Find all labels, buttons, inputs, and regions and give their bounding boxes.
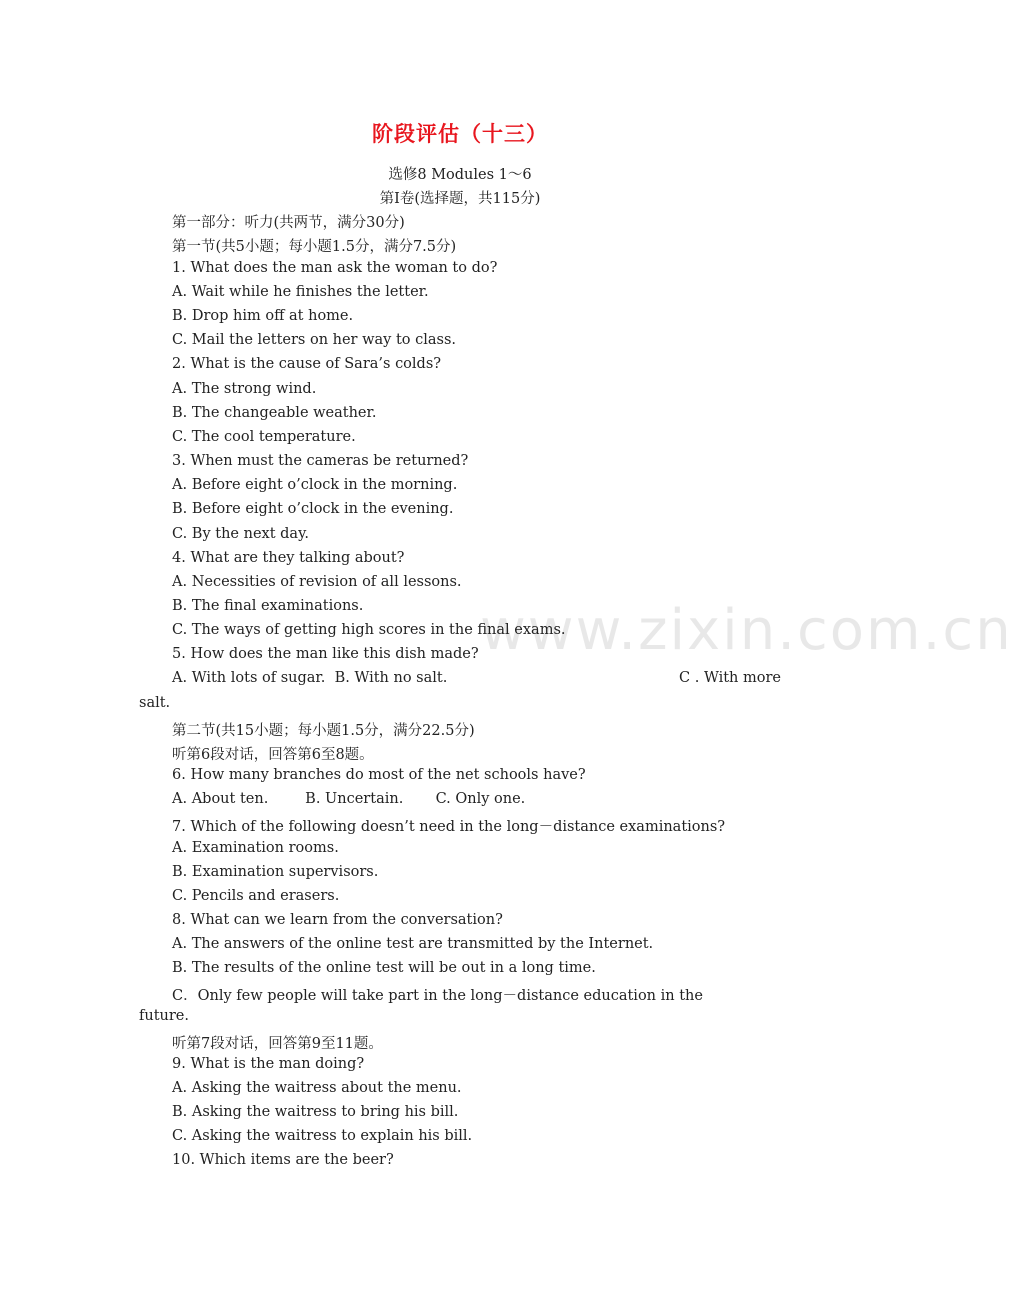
question-text: 5. How does the man like this dish made? (172, 646, 479, 662)
answer-option: C. The ways of getting high scores in the final exams. (172, 622, 566, 638)
answer-continuation: future. (139, 1008, 189, 1024)
answer-option-c: C . With more (679, 670, 781, 686)
question-text: 9. What is the man doing? (172, 1056, 365, 1072)
answer-continuation: salt. (139, 695, 171, 711)
instruction: 听第7段对话，回答第9至11题。 (172, 1036, 383, 1052)
question-text: 8. What can we learn from the conversation? (172, 912, 503, 928)
question-text: 6. How many branches do most of the net schools have? (172, 767, 586, 783)
subtitle: 选修8 Modules 1～6 (388, 167, 532, 183)
page-title: 阶段评估（十三） (372, 121, 548, 146)
question-text: 4. What are they talking about? (172, 550, 405, 566)
answer-option: A. Necessities of revision of all lessons. (172, 574, 462, 590)
question-text: 7. Which of the following doesn’t need in the long－distance examinations? (172, 819, 726, 835)
question-text: 1. What does the man ask the woman to do? (172, 260, 498, 276)
answer-option: A. Before eight o’clock in the morning. (172, 477, 458, 493)
answer-option: C．Only few people will take part in the long－distance education in the (172, 988, 703, 1004)
answer-options: A. About ten. B. Uncertain. C. Only one. (172, 791, 526, 807)
watermark: www.zixin.com.cn (480, 598, 1013, 663)
question-text: 2. What is the cause of Sara’s colds? (172, 356, 442, 372)
part-heading: 第一部分：听力(共两节，满分30分) (172, 215, 405, 231)
answer-option: A. Wait while he finishes the letter. (172, 284, 429, 300)
answer-option: C. Asking the waitress to explain his bill. (172, 1128, 473, 1144)
answer-option: C. Pencils and erasers. (172, 888, 340, 904)
section-heading: 第二节(共15小题；每小题1.5分，满分22.5分) (172, 723, 475, 739)
answer-option: B. Examination supervisors. (172, 864, 379, 880)
question-text: 3. When must the cameras be returned? (172, 453, 469, 469)
instruction: 听第6段对话，回答第6至8题。 (172, 747, 374, 763)
answer-option: A. Asking the waitress about the menu. (172, 1080, 462, 1096)
answer-option: B. The final examinations. (172, 598, 364, 614)
answer-option: C. By the next day. (172, 526, 309, 542)
answer-options-ab: A. With lots of sugar. B. With no salt. (172, 670, 448, 686)
section-heading: 第一节(共5小题；每小题1.5分，满分7.5分) (172, 239, 457, 255)
question-text: 10. Which items are the beer? (172, 1152, 394, 1168)
answer-option: A. The answers of the online test are transmitted by the Internet. (172, 936, 654, 952)
answer-option: B. The changeable weather. (172, 405, 377, 421)
answer-option: C. Mail the letters on her way to class. (172, 332, 457, 348)
answer-option: C. The cool temperature. (172, 429, 356, 445)
answer-option: B. Asking the waitress to bring his bill. (172, 1104, 459, 1120)
answer-option: B. Drop him off at home. (172, 308, 354, 324)
answer-option: B. Before eight o’clock in the evening. (172, 501, 454, 517)
answer-row (172, 670, 781, 686)
answer-option: A. The strong wind. (172, 381, 317, 397)
answer-option: A. Examination rooms. (172, 840, 339, 856)
volume-heading: 第Ⅰ卷(选择题，共115分) (379, 191, 541, 207)
answer-option: B. The results of the online test will be out in a long time. (172, 960, 596, 976)
